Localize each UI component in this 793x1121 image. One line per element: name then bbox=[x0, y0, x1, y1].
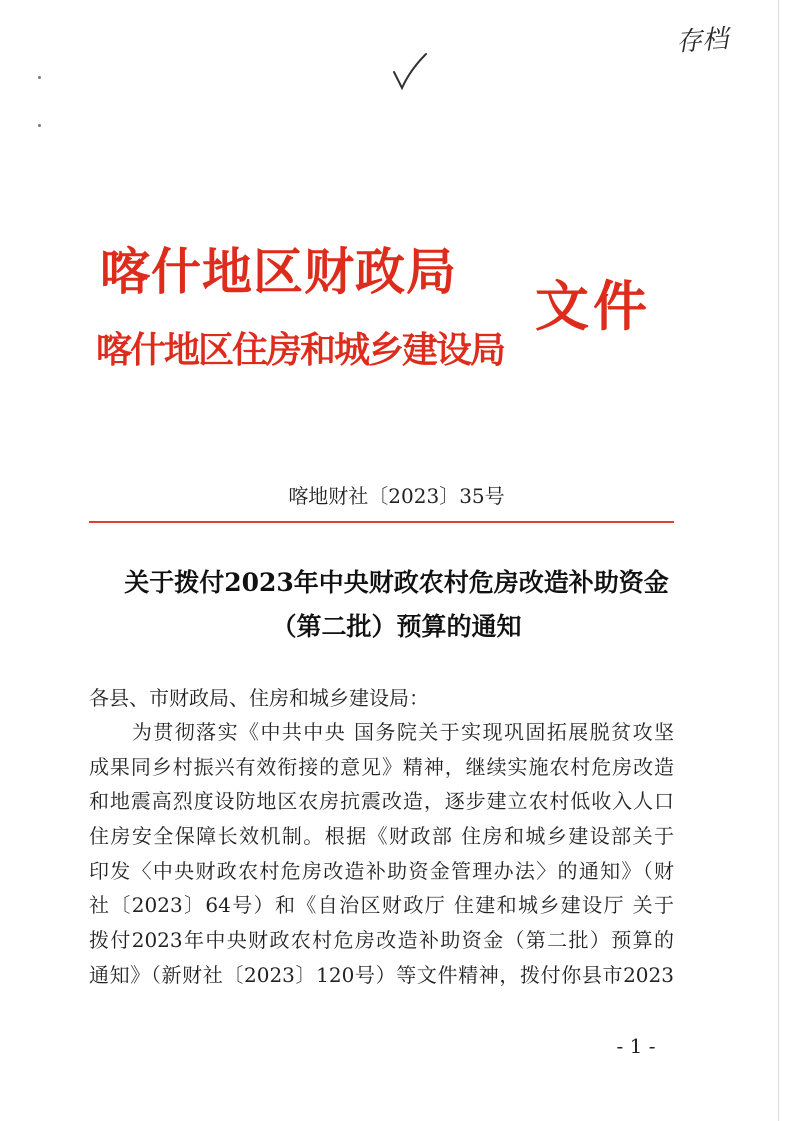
body-line: 社〔2023〕64号）和《自治区财政厅 住建和城乡建设厅 关于 bbox=[89, 893, 674, 918]
page-edge-line bbox=[778, 0, 779, 1121]
handwritten-archive-note: 存档 bbox=[675, 24, 730, 58]
body-line: 住房安全保障长效机制。根据《财政部 住房和城乡建设部关于 bbox=[89, 824, 674, 849]
handwritten-checkmark-icon bbox=[392, 52, 428, 90]
body-line: 印发〈中央财政农村危房改造补助资金管理办法〉的通知》（财 bbox=[89, 858, 674, 883]
recipient-line: 各县、市财政局、住房和城乡建设局： bbox=[89, 686, 429, 710]
body-line: 和地震高烈度设防地区农房抗震改造，逐步建立农村低收入人口 bbox=[89, 789, 674, 814]
scan-speck bbox=[38, 124, 41, 127]
page-number: - 1 - bbox=[616, 1034, 656, 1058]
title-line: 关于拨付2023年中央财政农村危房改造补助资金 bbox=[124, 568, 669, 597]
issuer-finance-bureau: 喀什地区财政局 bbox=[100, 243, 457, 301]
document-type-label: 文件 bbox=[535, 275, 651, 338]
red-separator-rule bbox=[89, 521, 674, 523]
body-line: 通知》（新财社〔2023〕120号）等文件精神，拨付你县市2023 bbox=[89, 962, 674, 987]
document-title bbox=[80, 561, 713, 649]
document-number: 喀地财社〔2023〕35号 bbox=[288, 484, 505, 508]
title-line: （第二批）预算的通知 bbox=[271, 612, 522, 641]
body-line: 成果同乡村振兴有效衔接的意见》精神，继续实施农村危房改造 bbox=[89, 754, 674, 779]
body-paragraph bbox=[89, 715, 674, 993]
body-line: 拨付2023年中央财政农村危房改造补助资金（第二批）预算的 bbox=[89, 928, 674, 953]
issuer-housing-bureau: 喀什地区住房和城乡建设局 bbox=[96, 330, 505, 371]
scan-speck bbox=[38, 76, 41, 79]
body-line: 为贯彻落实《中共中央 国务院关于实现巩固拓展脱贫攻坚 bbox=[89, 720, 674, 744]
